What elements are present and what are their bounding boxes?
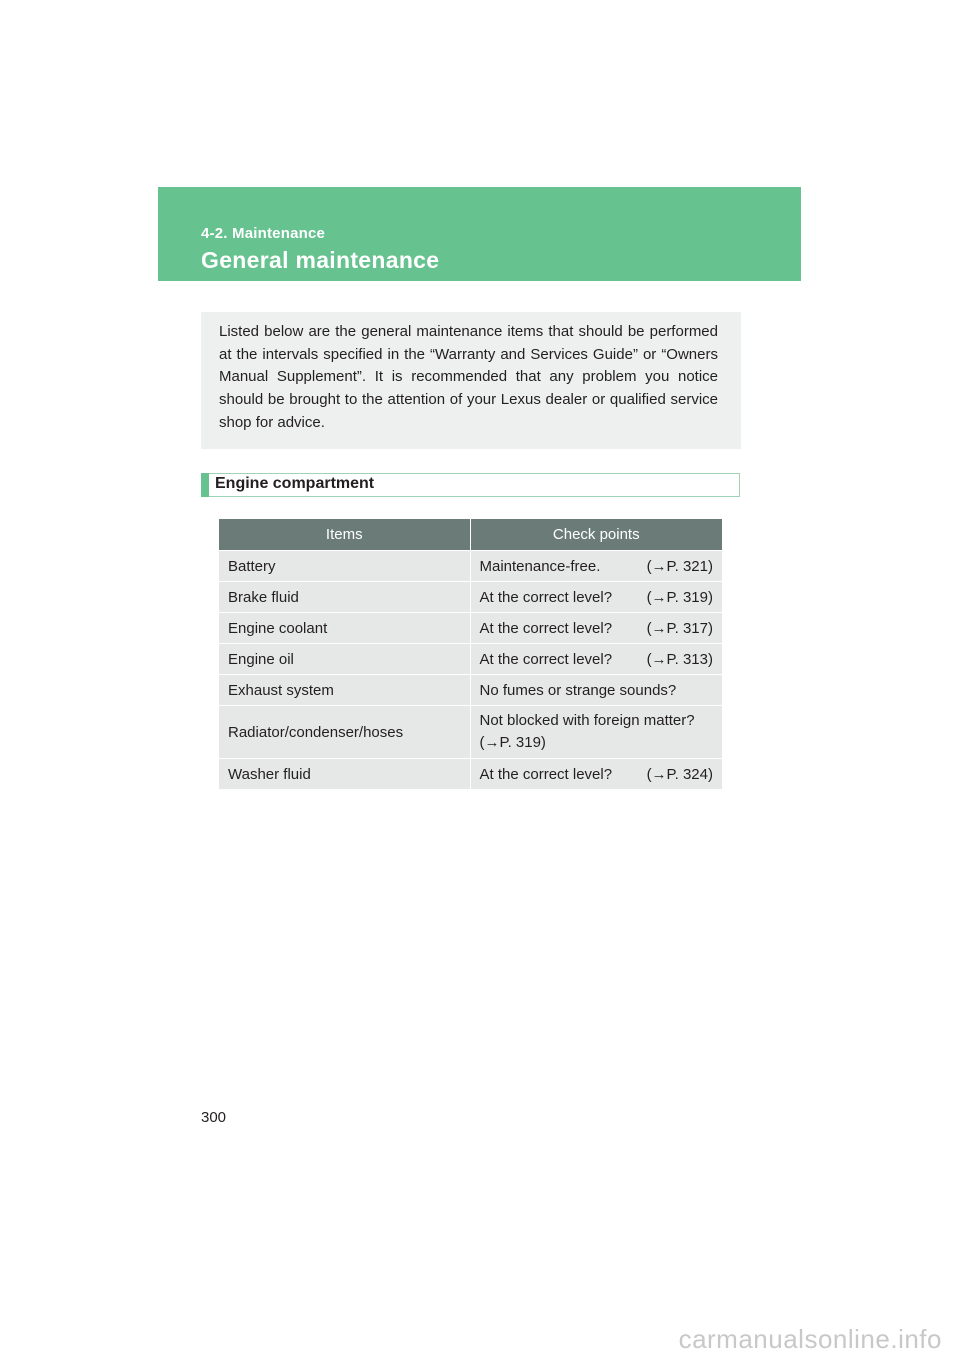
page-reference: (→P. 319)	[646, 588, 713, 606]
subsection-title: Engine compartment	[215, 475, 375, 492]
item-cell: Engine coolant	[219, 613, 470, 644]
item-cell: Exhaust system	[219, 675, 470, 706]
check-cell	[470, 551, 722, 582]
check-cell	[470, 759, 722, 790]
check-cell	[470, 675, 722, 706]
page-title: General maintenance	[201, 247, 440, 273]
table-row	[219, 644, 722, 675]
check-cell	[470, 706, 722, 759]
check-cell	[470, 582, 722, 613]
page-reference: (→P. 317)	[646, 619, 713, 637]
section-header-band	[158, 187, 801, 281]
page-reference: (→P. 319)	[479, 734, 546, 751]
subsection-marker	[201, 473, 209, 497]
check-text: At the correct level?	[479, 650, 613, 668]
item-cell: Battery	[219, 551, 470, 582]
page-reference: (→P. 313)	[646, 650, 713, 668]
maintenance-table	[219, 519, 722, 789]
header-check-points: Check points	[470, 519, 722, 551]
intro-text: Listed below are the general maintenance items that should be performed at the intervals specified in the “Warranty and Services Guide” or “Owners Manual Supplement”. It is recommended that any problem you notice should be brought to the attention of your Lexus dealer or qualified service shop for advice.	[219, 323, 718, 431]
item-cell: Brake fluid	[219, 582, 470, 613]
table-row	[219, 582, 722, 613]
table-row	[219, 759, 722, 790]
watermark: carmanualsonline.info	[678, 1324, 942, 1354]
check-text: Maintenance-free.	[479, 557, 601, 575]
page-reference: (→P. 321)	[646, 557, 713, 575]
item-cell: Engine oil	[219, 644, 470, 675]
check-text: At the correct level?	[479, 765, 613, 783]
header-items: Items	[219, 519, 470, 551]
table-row	[219, 706, 722, 759]
section-label: 4-2. Maintenance	[201, 225, 326, 242]
check-cell	[470, 613, 722, 644]
item-cell: Radiator/condenser/hoses	[219, 706, 470, 759]
check-text: At the correct level?	[479, 619, 613, 637]
page-number: 300	[201, 1109, 227, 1126]
table-row	[219, 613, 722, 644]
table-row	[219, 675, 722, 706]
table-header-row	[219, 519, 722, 551]
check-text: At the correct level?	[479, 588, 613, 606]
check-text: No fumes or strange sounds?	[479, 681, 677, 699]
table-row	[219, 551, 722, 582]
intro-box	[201, 312, 741, 449]
page-reference: (→P. 324)	[646, 765, 713, 783]
check-text: Not blocked with foreign matter?	[479, 712, 695, 729]
subsection-heading	[201, 473, 740, 497]
item-cell: Washer fluid	[219, 759, 470, 790]
check-cell	[470, 644, 722, 675]
